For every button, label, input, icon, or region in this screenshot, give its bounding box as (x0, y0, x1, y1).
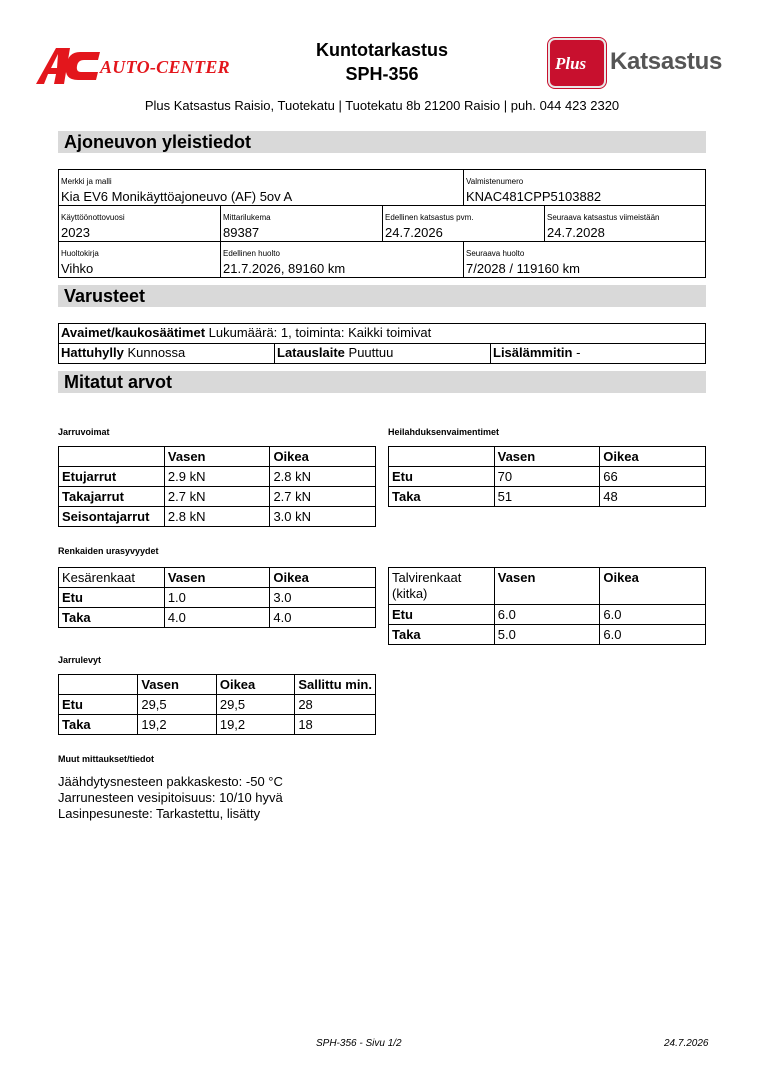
first-use-label: Käyttöönottovuosi (61, 213, 125, 222)
row-name: Seisontajarrut (59, 507, 165, 527)
value-left: 29,5 (138, 695, 217, 715)
station-address: Plus Katsastus Raisio, Tuotekatu | Tuotekatu 8b 21200 Raisio | puh. 044 423 2320 (144, 98, 620, 113)
plus-badge-text: Plus (555, 54, 587, 73)
report-title (282, 38, 482, 86)
value-right: 66 (600, 467, 706, 487)
value-left: 2.7 kN (164, 487, 270, 507)
make-model-value: Kia EV6 Monikäyttöajoneuvo (AF) 5ov A (61, 189, 293, 204)
next-service-cell (463, 241, 706, 278)
value-left: 2.9 kN (164, 467, 270, 487)
vin-value: KNAC481CPP5103882 (466, 189, 602, 204)
value-right: 6.0 (600, 605, 706, 625)
value-right: 3.0 (270, 588, 376, 608)
first-use-cell (58, 205, 221, 242)
col-left: Vasen (494, 568, 600, 605)
heater-value: - (572, 345, 581, 360)
first-use-value: 2023 (61, 225, 90, 240)
service-book-cell (58, 241, 221, 278)
prev-inspection-value: 24.7.2026 (385, 225, 443, 240)
row-name: Taka (59, 608, 165, 628)
table-row (59, 487, 376, 507)
row-name: Taka (389, 625, 495, 645)
header-empty (389, 447, 495, 467)
brakes-table (58, 446, 376, 527)
winter-head: Talvirenkaat (kitka) (389, 568, 495, 605)
value-min: 28 (295, 695, 376, 715)
discs-table (58, 674, 376, 735)
auto-center-wordmark: AUTO-CENTER (100, 57, 230, 77)
keys-row (58, 323, 706, 344)
table-row (59, 695, 376, 715)
value-right: 6.0 (600, 625, 706, 645)
page-footer-date: 24.7.2026 (664, 1038, 709, 1049)
vin-label: Valmistenumero (466, 177, 524, 186)
next-service-value: 7/2028 / 119160 km (466, 261, 580, 276)
value-left: 5.0 (494, 625, 600, 645)
katsastus-wordmark: Katsastus (610, 48, 723, 75)
value-right: 4.0 (270, 608, 376, 628)
table-row (59, 608, 376, 628)
value-left: 1.0 (164, 588, 270, 608)
col-left: Vasen (164, 447, 270, 467)
table-row (389, 467, 706, 487)
table-header-row (389, 568, 706, 605)
other-line: Lasinpesuneste: Tarkastettu, lisätty (58, 806, 261, 821)
value-right: 29,5 (216, 695, 294, 715)
shelf-label: Hattuhylly (61, 345, 124, 360)
report-title-line1: Kuntotarkastus (315, 40, 449, 60)
row-name: Taka (389, 487, 495, 507)
make-model-label: Merkki ja malli (61, 177, 112, 186)
value-left: 51 (494, 487, 600, 507)
value-right: 3.0 kN (270, 507, 376, 527)
service-book-label: Huoltokirja (61, 249, 99, 258)
col-min: Sallittu min. (295, 675, 376, 695)
plus-badge-icon (548, 38, 606, 88)
row-name: Etu (389, 467, 495, 487)
summer-tyres-table (58, 567, 376, 628)
brakes-title: Jarruvoimat (58, 427, 110, 437)
table-row (59, 715, 376, 735)
value-left: 70 (494, 467, 600, 487)
other-title: Muut mittaukset/tiedot (58, 754, 154, 764)
table-row (59, 467, 376, 487)
table-row (59, 588, 376, 608)
report-plate: SPH-356 (345, 64, 419, 84)
col-left: Vasen (164, 568, 270, 588)
shelf-value: Kunnossa (123, 345, 186, 360)
auto-center-logo (34, 44, 230, 86)
other-line: Jäähdytysnesteen pakkaskesto: -50 °C (58, 774, 283, 789)
value-right: 2.8 kN (270, 467, 376, 487)
page-footer-number: SPH-356 - Sivu 1/2 (316, 1038, 402, 1049)
header-empty (59, 675, 138, 695)
prev-inspection-cell (382, 205, 545, 242)
discs-title: Jarrulevyt (58, 655, 102, 665)
table-header-row (59, 447, 376, 467)
heater-label: Lisälämmitin (493, 345, 573, 360)
prev-service-value: 21.7.2026, 89160 km (223, 261, 346, 276)
col-left: Vasen (494, 447, 600, 467)
table-header-row (59, 568, 376, 588)
summer-head: Kesärenkaat (59, 568, 165, 588)
section-measured-header: Mitatut arvot (58, 371, 706, 393)
table-header-row (59, 675, 376, 695)
charger-cell (274, 343, 491, 364)
row-name: Taka (59, 715, 138, 735)
service-book-value: Vihko (61, 261, 94, 276)
keys-value: Lukumäärä: 1, toiminta: Kaikki toimivat (205, 325, 432, 340)
col-right: Oikea (600, 568, 706, 605)
other-line: Jarrunesteen vesipitoisuus: 10/10 hyvä (58, 790, 283, 805)
value-right: 19,2 (216, 715, 294, 735)
plus-katsastus-logo (548, 38, 728, 88)
header-empty (59, 447, 165, 467)
table-row (389, 625, 706, 645)
table-row (389, 605, 706, 625)
other-measurements (58, 774, 283, 822)
vin-cell (463, 169, 706, 206)
charger-label: Latauslaite (277, 345, 345, 360)
section-accessories-header: Varusteet (58, 285, 706, 307)
prev-service-cell (220, 241, 464, 278)
odometer-cell (220, 205, 383, 242)
next-inspection-value: 24.7.2028 (547, 225, 605, 240)
make-model-cell (58, 169, 464, 206)
heater-cell (490, 343, 706, 364)
table-row (59, 507, 376, 527)
table-header-row (389, 447, 706, 467)
col-right: Oikea (600, 447, 706, 467)
col-left: Vasen (138, 675, 217, 695)
shocks-title: Heilahduksenvaimentimet (388, 427, 500, 437)
table-row (389, 487, 706, 507)
shelf-cell (58, 343, 275, 364)
next-inspection-label: Seuraava katsastus viimeistään (547, 213, 660, 222)
col-right: Oikea (270, 447, 376, 467)
col-right: Oikea (216, 675, 294, 695)
prev-service-label: Edellinen huolto (223, 249, 280, 258)
next-service-label: Seuraava huolto (466, 249, 525, 258)
row-name: Takajarrut (59, 487, 165, 507)
shocks-table (388, 446, 706, 507)
row-name: Etujarrut (59, 467, 165, 487)
section-general-header: Ajoneuvon yleistiedot (58, 131, 706, 153)
row-name: Etu (59, 588, 165, 608)
next-inspection-cell (544, 205, 706, 242)
odometer-label: Mittarilukema (223, 213, 271, 222)
prev-inspection-label: Edellinen katsastus pvm. (385, 213, 474, 222)
value-left: 6.0 (494, 605, 600, 625)
value-left: 4.0 (164, 608, 270, 628)
value-min: 18 (295, 715, 376, 735)
winter-tyres-table (388, 567, 706, 645)
value-right: 2.7 kN (270, 487, 376, 507)
row-name: Etu (59, 695, 138, 715)
charger-value: Puuttuu (344, 345, 394, 360)
value-left: 2.8 kN (164, 507, 270, 527)
value-left: 19,2 (138, 715, 217, 735)
tread-title: Renkaiden urasyvyydet (58, 546, 159, 556)
row-name: Etu (389, 605, 495, 625)
ac-logo-icon (34, 44, 102, 86)
keys-label: Avaimet/kaukosäätimet (61, 325, 206, 340)
col-right: Oikea (270, 568, 376, 588)
odometer-value: 89387 (223, 225, 260, 240)
value-right: 48 (600, 487, 706, 507)
